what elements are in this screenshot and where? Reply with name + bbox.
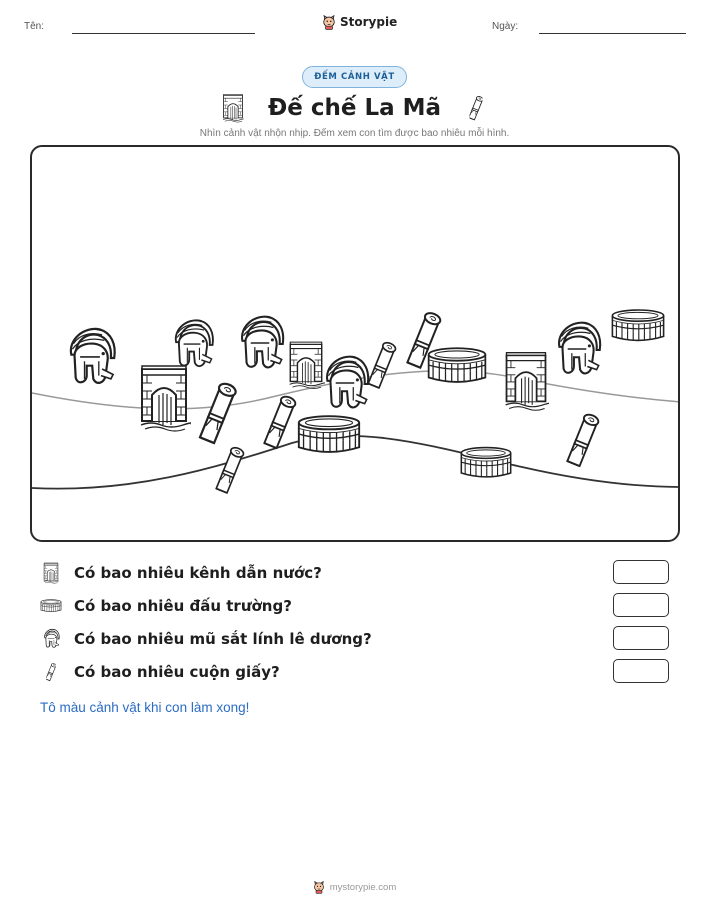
website-url: mystorypie.com	[329, 881, 397, 893]
aqueduct-icon	[40, 562, 62, 584]
helmet-icon	[327, 357, 368, 408]
helmet-icon	[71, 329, 115, 383]
scroll-icon	[40, 661, 62, 683]
colosseum-icon	[40, 595, 62, 617]
aqueduct-icon	[290, 342, 326, 388]
scroll-icon	[566, 413, 599, 467]
colosseum-icon	[612, 310, 663, 340]
aqueduct-icon	[506, 353, 551, 411]
scroll-icon	[463, 93, 489, 123]
question-text: Có bao nhiêu cuộn giấy?	[74, 663, 280, 681]
answer-box[interactable]	[613, 593, 669, 617]
storypie-logo-icon	[322, 14, 336, 30]
helmet-icon	[242, 317, 283, 368]
question-row-helmet	[40, 626, 680, 652]
colosseum-icon	[299, 416, 359, 452]
instructions: Nhìn cảnh vật nhộn nhịp. Đếm xem con tìm được bao nhiêu mỗi hình.	[199, 128, 510, 139]
storypie-logo-icon	[313, 880, 325, 894]
footer-website	[0, 880, 709, 894]
aqueduct-icon	[141, 366, 192, 431]
scene-illustration	[32, 147, 680, 542]
name-line[interactable]	[72, 33, 255, 34]
question-row-scroll	[40, 659, 680, 685]
scroll-icon	[215, 446, 244, 493]
colosseum-icon	[461, 448, 510, 477]
question-text: Có bao nhiêu kênh dẫn nước?	[74, 564, 322, 582]
aqueduct-icon	[220, 93, 246, 123]
counting-scene	[30, 145, 680, 542]
page-title: Đế chế La Mã	[267, 95, 442, 121]
brand	[322, 12, 397, 32]
question-text: Có bao nhiêu đấu trường?	[74, 597, 292, 615]
question-row-aqueduct	[40, 560, 680, 586]
colosseum-icon	[429, 348, 486, 382]
scroll-icon	[367, 341, 396, 388]
brand-name: Storypie	[340, 15, 398, 29]
answer-box[interactable]	[613, 626, 669, 650]
scroll-icon	[263, 395, 296, 449]
helmet-icon	[176, 320, 213, 366]
scroll-icon	[199, 382, 237, 444]
helmet-icon	[559, 323, 600, 374]
title-row	[0, 90, 709, 126]
helmet-icon	[40, 628, 62, 650]
answer-box[interactable]	[613, 659, 669, 683]
coloring-note: Tô màu cảnh vật khi con làm xong!	[40, 700, 250, 715]
category-badge: ĐẾM CẢNH VẬT	[302, 66, 407, 88]
date-label: Ngày:	[492, 21, 519, 32]
question-text: Có bao nhiêu mũ sắt lính lê dương?	[74, 630, 372, 648]
question-row-colosseum	[40, 593, 680, 619]
answer-box[interactable]	[613, 560, 669, 584]
date-line[interactable]	[539, 33, 686, 34]
name-label: Tên:	[24, 21, 45, 32]
